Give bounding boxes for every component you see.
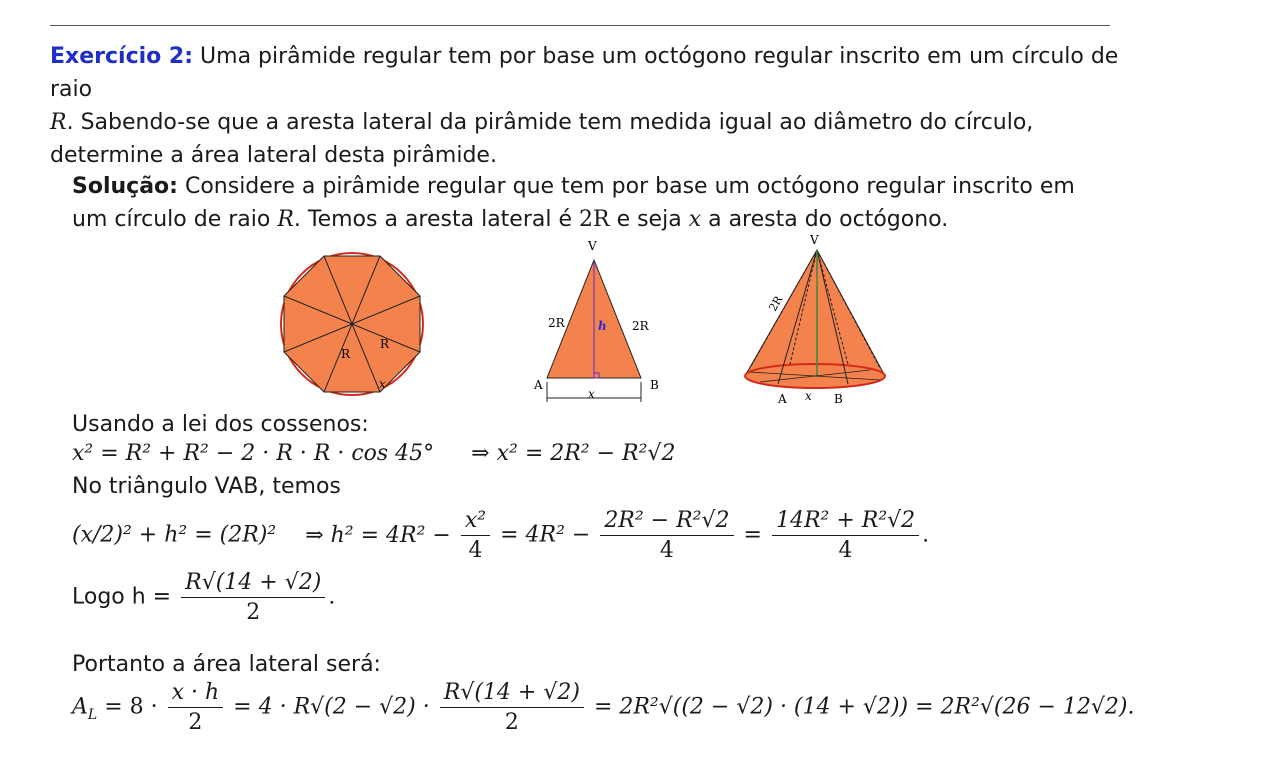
- solution-text-3: e seja: [609, 207, 689, 232]
- triangle-V: V: [588, 239, 597, 253]
- exercise-label: Exercício 2:: [50, 44, 194, 69]
- solution-text-4: a aresta do octógono.: [701, 207, 949, 232]
- octagon-label-R2: R: [380, 337, 390, 351]
- eq2-lhs: (x/2)² + h² = (2R)²: [72, 522, 277, 548]
- portanto-heading: Portanto a área lateral será:: [72, 652, 381, 677]
- final-fraction-2: [440, 680, 584, 735]
- exercise-R: R: [50, 110, 67, 135]
- law-of-cosines-heading: Usando a lei dos cossenos:: [72, 412, 369, 437]
- equation-2: (x/2)² + h² = (2R)² ⇒ h² = 4R² − $\frac{\text{x²}}{4}$ = 4R² − $\frac{\text{2R² − R²√2}}{4}$ = $\frac{\text{14R² + R²√2}}{4}$ .: [72, 508, 930, 563]
- triangle-right-2R: 2R: [632, 319, 649, 333]
- logo-line: Logo h = $\frac{R√(14 + √2)}{2}$ .: [72, 570, 336, 625]
- pyramid-A: A: [778, 392, 787, 406]
- eq2-f1-num: x²: [461, 508, 490, 536]
- logo-num: R√(14 + √2): [181, 570, 325, 598]
- figures: [270, 232, 910, 412]
- final-f2-num: R√(14 + √2): [440, 680, 584, 708]
- equation-1: [72, 441, 675, 466]
- triangle-A: A: [534, 378, 543, 392]
- exercise-text-2: . Sabendo-se que a aresta lateral da pirâmide tem medida igual ao diâmetro do círculo, determine a área lateral desta pirâmide.: [50, 110, 1034, 168]
- eq1: x² = R² + R² − 2 · R · R · cos 45°: [72, 441, 435, 466]
- logo-fraction: [181, 570, 325, 625]
- logo-den: 2: [246, 600, 261, 625]
- pyramid-figure: [745, 233, 885, 406]
- solution-text-1: Considere a pirâmide regular que tem por base um octógono regular inscrito em um círculo de raio: [72, 174, 1075, 232]
- final-A: A: [72, 694, 88, 720]
- final-fraction-1: [168, 680, 224, 735]
- eq2-fraction-3: [772, 508, 919, 563]
- eq2-b: = 4R² −: [500, 522, 591, 548]
- final-sub-L: L: [87, 706, 98, 723]
- triangle-x: x: [588, 387, 595, 401]
- octagon-label-x: x: [379, 377, 386, 391]
- triangle-figure: [533, 239, 659, 402]
- exercise-statement: [50, 40, 1120, 172]
- final-c: = 4 · R√(2 − √2) ·: [233, 694, 430, 720]
- final-f1-num: x · h: [168, 680, 224, 708]
- final-b: = 8 ·: [104, 694, 158, 720]
- eq2-c: =: [743, 522, 762, 548]
- eq2-f1-den: 4: [468, 538, 483, 563]
- solution-2R: 2R: [579, 207, 610, 232]
- logo-text: Logo h =: [72, 584, 172, 610]
- final-d: = 2R²√((2 − √2) · (14 + √2)) = 2R²√(26 − 12√2).: [593, 694, 1135, 720]
- final-equation: [72, 680, 1135, 735]
- top-rule: [50, 25, 1110, 26]
- octagon-label-R1: R: [341, 347, 351, 361]
- pyramid-2R: 2R: [766, 293, 786, 314]
- final-f2-den: 2: [504, 710, 519, 735]
- final-f1-den: 2: [188, 710, 203, 735]
- solution-x: x: [688, 207, 702, 232]
- pyramid-B: B: [834, 392, 843, 406]
- eq2-fraction-2: [600, 508, 733, 563]
- triangle-intro: No triângulo VAB, temos: [72, 474, 341, 499]
- eq1-result: ⇒ x² = 2R² − R²√2: [471, 441, 676, 466]
- pyramid-x: x: [805, 389, 812, 403]
- triangle-h: h: [598, 319, 607, 333]
- triangle-B: B: [650, 378, 659, 392]
- eq2-fraction-1: [461, 508, 490, 563]
- triangle-left-2R: 2R: [548, 316, 565, 330]
- eq2-f2-den: 4: [659, 538, 674, 563]
- solution-text-2: . Temos a aresta lateral é: [293, 207, 580, 232]
- solution-label: Solução:: [72, 174, 178, 199]
- eq2-f3-num: 14R² + R²√2: [772, 508, 919, 536]
- eq2-f3-den: 4: [838, 538, 853, 563]
- pyramid-V: V: [810, 233, 819, 247]
- eq2-a: ⇒ h² = 4R² −: [305, 522, 451, 548]
- octagon-figure: [281, 253, 423, 395]
- eq2-f2-num: 2R² − R²√2: [600, 508, 733, 536]
- solution-R: R: [277, 207, 294, 232]
- exercise-text-1: Uma pirâmide regular tem por base um octógono regular inscrito em um círculo de raio: [50, 44, 1119, 102]
- solution-intro: [72, 170, 1112, 236]
